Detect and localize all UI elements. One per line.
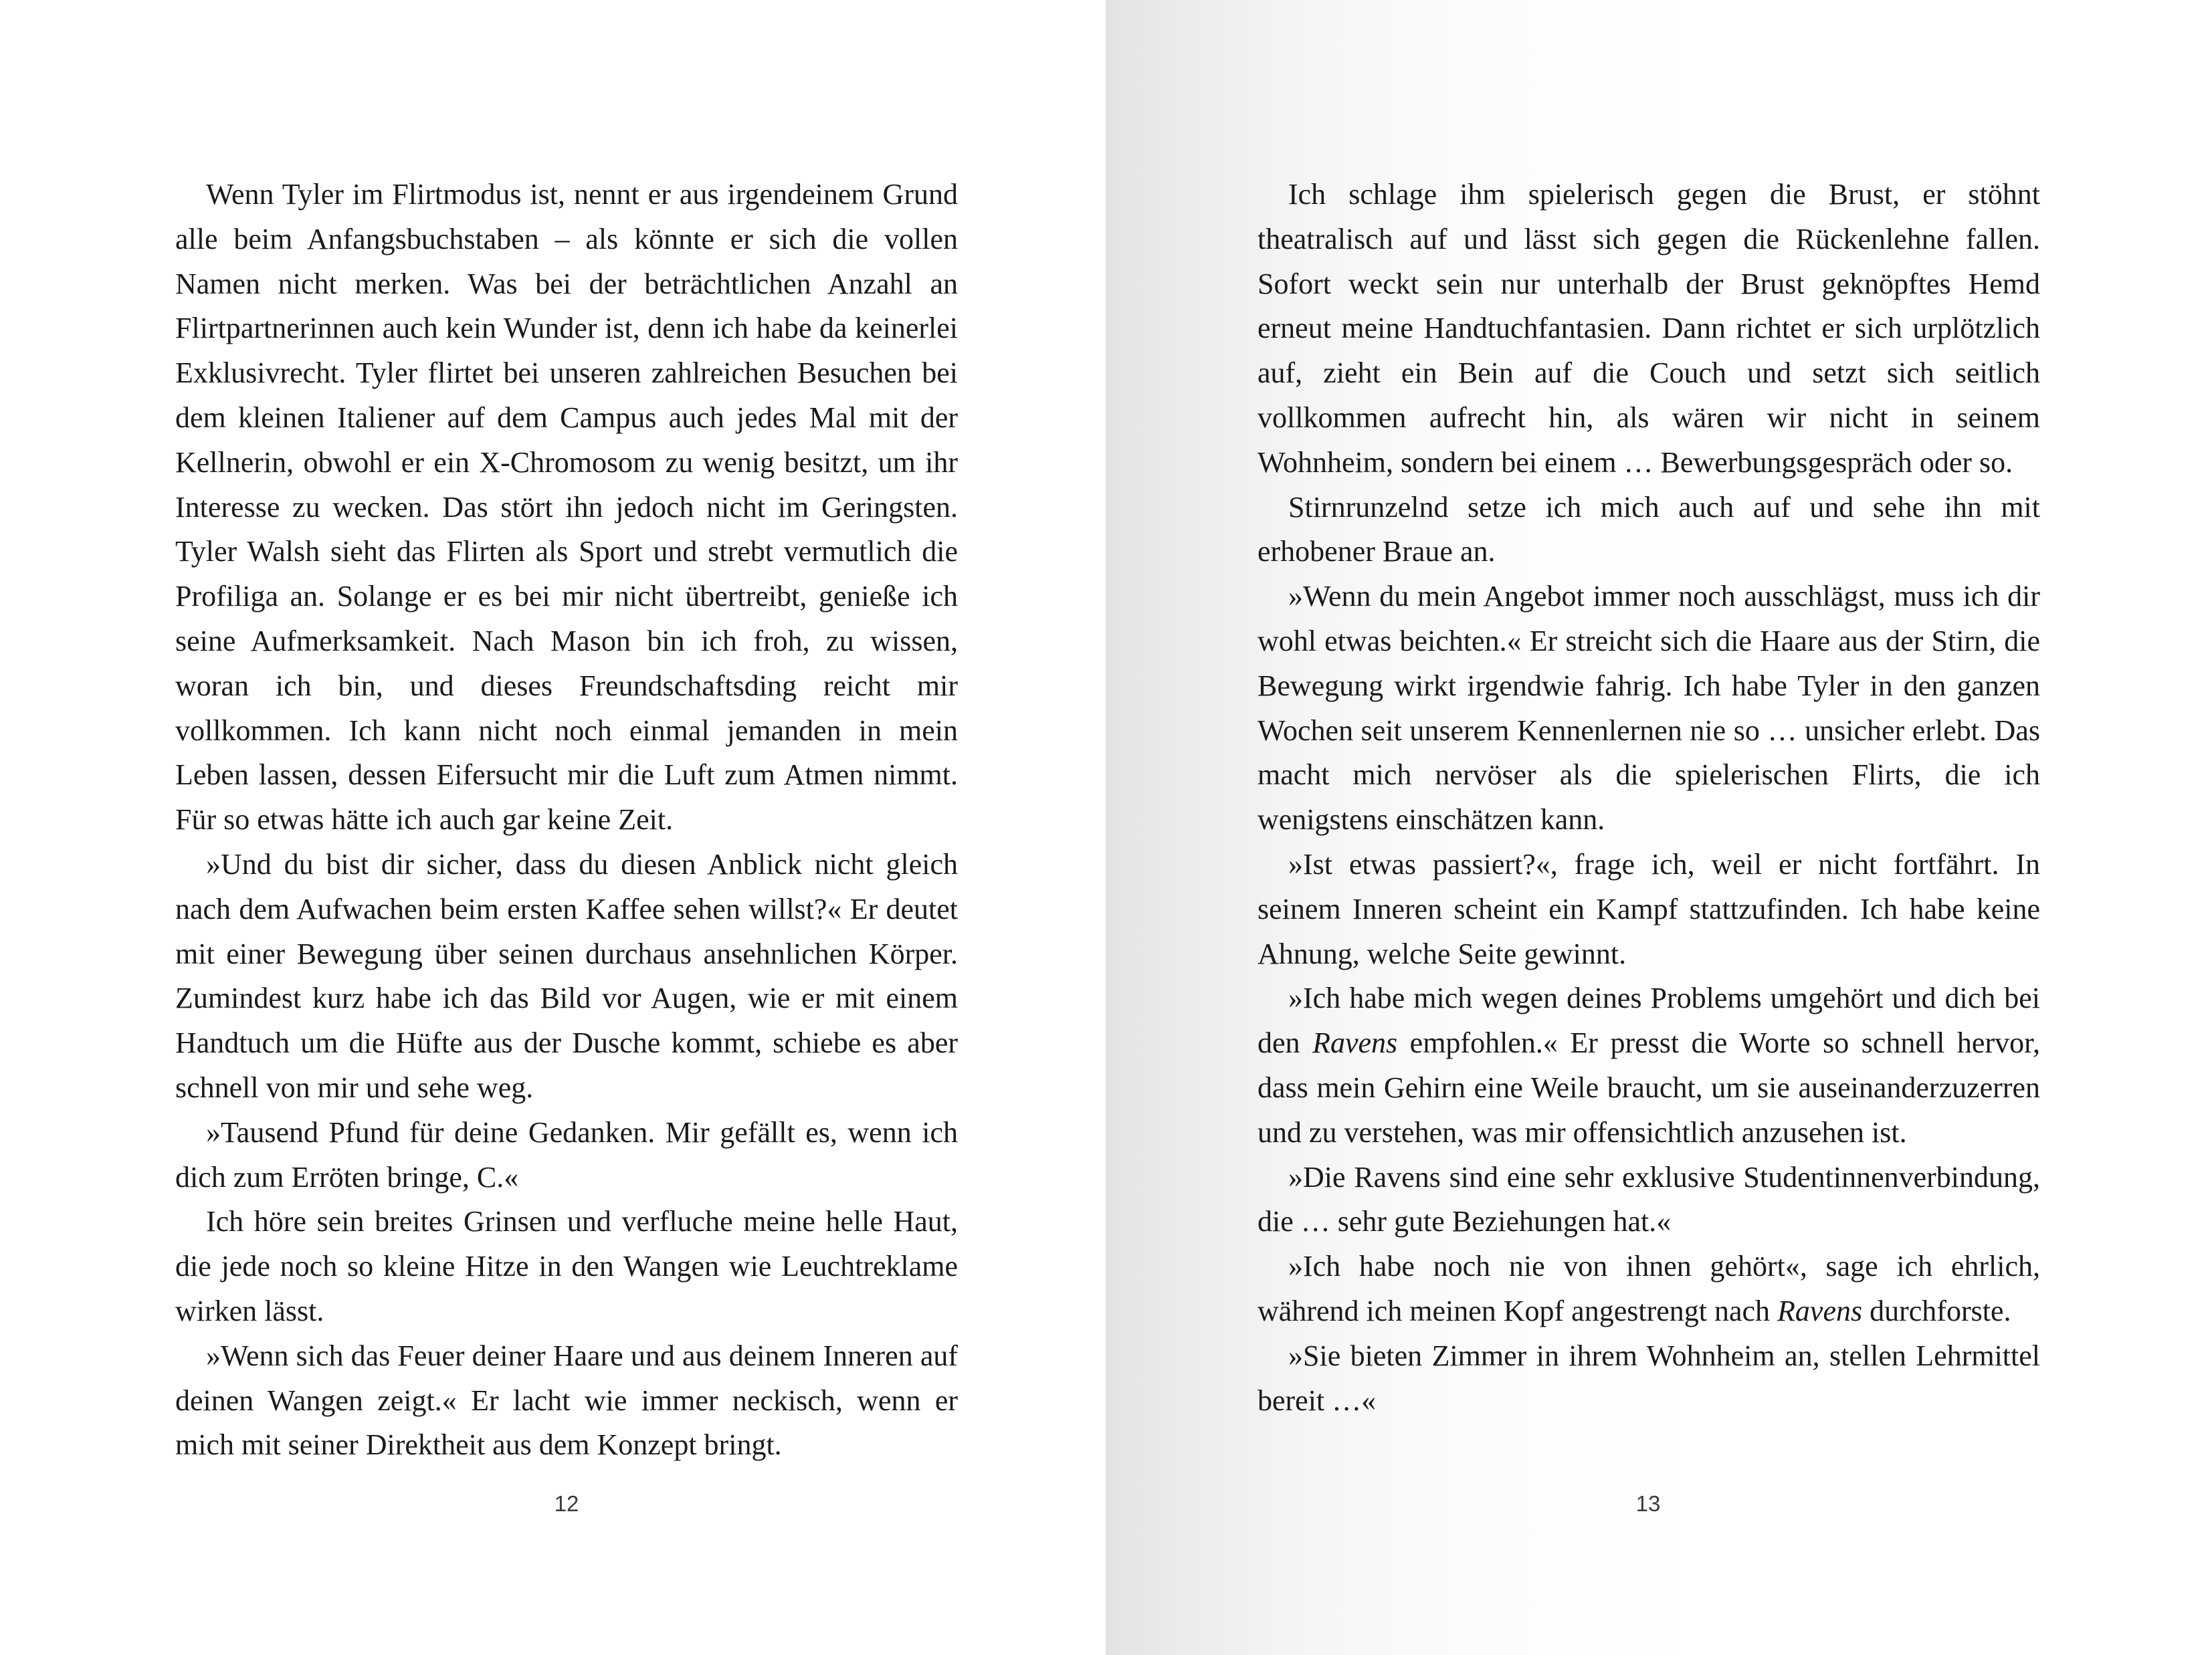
right-page — [1106, 0, 2212, 1655]
paragraph-text: »Ich habe mich wegen deines Problems umgehört und dich bei den — [1258, 982, 2040, 1060]
emphasis-ravens: Ravens — [1777, 1294, 1863, 1327]
right-page-text — [1258, 173, 2040, 1423]
paragraph: »Wenn sich das Feuer deiner Haare und aus deinem Inneren auf deinen Wangen zeigt.« Er lacht wie immer neckisch, wenn er mich mit seiner Direktheit aus dem Konzept bringt. — [175, 1339, 958, 1462]
paragraph: »Die Ravens sind eine sehr exklusive Studentinnenverbindung, die … sehr gute Beziehungen hat.« — [1258, 1160, 2040, 1238]
page-number-right: 13 — [1635, 1491, 1661, 1516]
paragraph: »Sie bieten Zimmer in ihrem Wohnheim an, stellen Lehrmittel bereit …« — [1258, 1339, 2040, 1417]
paragraph: Wenn Tyler im Flirtmodus ist, nennt er aus irgendeinem Grund alle beim Anfangsbuchstaben – als könnte er sich die vollen Namen nicht merken. Was bei der beträchtlichen Anzahl an Flirtpartnerinnen auch kein Wunder ist, denn ich habe da keinerlei Exklusivrecht. Tyler flirtet bei unseren zahlreichen Besuchen bei dem kleinen Italiener auf dem Campus auch jedes Mal mit der Kellnerin, obwohl er ein X-Chromosom zu wenig besitzt, um ihr Interesse zu wecken. Das stört ihn jedoch nicht im Geringsten. Tyler Walsh sieht das Flirten als Sport und strebt vermutlich die Profiliga an. Solange er es bei mir nicht übertreibt, genieße ich seine Aufmerksamkeit. Nach Mason bin ich froh, zu wissen, woran ich bin, und dieses Freundschaftsding reicht mir vollkommen. Ich kann nicht noch einmal jemanden in mein Leben lassen, dessen Eifersucht mir die Luft zum Atmen nimmt. Für so etwas hätte ich auch gar keine Zeit. — [175, 178, 958, 837]
emphasis-ravens: Ravens — [1312, 1026, 1398, 1060]
page-number-left: 12 — [554, 1491, 579, 1516]
paragraph-text: empfohlen.« Er presst die Worte so schnell hervor, dass mein Gehirn eine Weile braucht, um sie auseinanderzuzerren und zu verstehen, was mir offensichtlich anzusehen ist. — [1258, 1026, 2040, 1149]
paragraph — [1258, 1244, 2040, 1334]
paragraph: Ich höre sein breites Grinsen und verfluche meine helle Haut, die jede noch so kleine Hitze in den Wangen wie Leuchtreklame wirken lässt. — [175, 1205, 958, 1327]
left-page-text — [175, 173, 958, 1468]
paragraph — [1258, 976, 2040, 1155]
paragraph: »Wenn du mein Angebot immer noch ausschlägst, muss ich dir wohl etwas beichten.« Er streicht sich die Haare aus der Stirn, die Bewegung wirkt irgendwie fahrig. Ich habe Tyler in den ganzen Wochen seit unserem Kennenlernen nie so … unsicher erlebt. Das macht mich nervöser als die spielerischen Flirts, die ich wenigstens einschätzen kann. — [1258, 580, 2040, 837]
paragraph: »Tausend Pfund für deine Gedanken. Mir gefällt es, wenn ich dich zum Erröten bringe, C.« — [175, 1115, 958, 1194]
paragraph: »Ist etwas passiert?«, frage ich, weil er nicht fortfährt. In seinem Inneren scheint ein Kampf stattzufinden. Ich habe keine Ahnung, welche Seite gewinnt. — [1258, 847, 2040, 970]
paragraph-text: »Ich habe noch nie von ihnen gehört«, sage ich ehrlich, während ich meinen Kopf angestrengt nach — [1258, 1250, 2040, 1327]
paragraph-text: durchforste. — [1862, 1294, 2011, 1327]
paragraph: Ich schlage ihm spielerisch gegen die Brust, er stöhnt theatralisch auf und lässt sich gegen die Rückenlehne fallen. Sofort weckt sein nur unterhalb der Brust geknöpftes Hemd erneut meine Handtuchfantasien. Dann richtet er sich urplötzlich auf, zieht ein Bein auf die Couch und setzt sich seitlich vollkommen aufrecht hin, als wären wir nicht in seinem Wohnheim, sondern bei einem … Bewerbungsgespräch oder so. — [1258, 178, 2040, 479]
paragraph: Stirnrunzelnd setze ich mich auch auf und sehe ihn mit erhobener Braue an. — [1258, 490, 2040, 568]
paragraph: »Und du bist dir sicher, dass du diesen Anblick nicht gleich nach dem Aufwachen beim ersten Kaffee sehen willst?« Er deutet mit einer Bewegung über seinen durchaus ansehnlichen Körper. Zumindest kurz habe ich das Bild vor Augen, wie er mit einem Handtuch um die Hüfte aus der Dusche kommt, schiebe es aber schnell von mir und sehe weg. — [175, 847, 958, 1104]
